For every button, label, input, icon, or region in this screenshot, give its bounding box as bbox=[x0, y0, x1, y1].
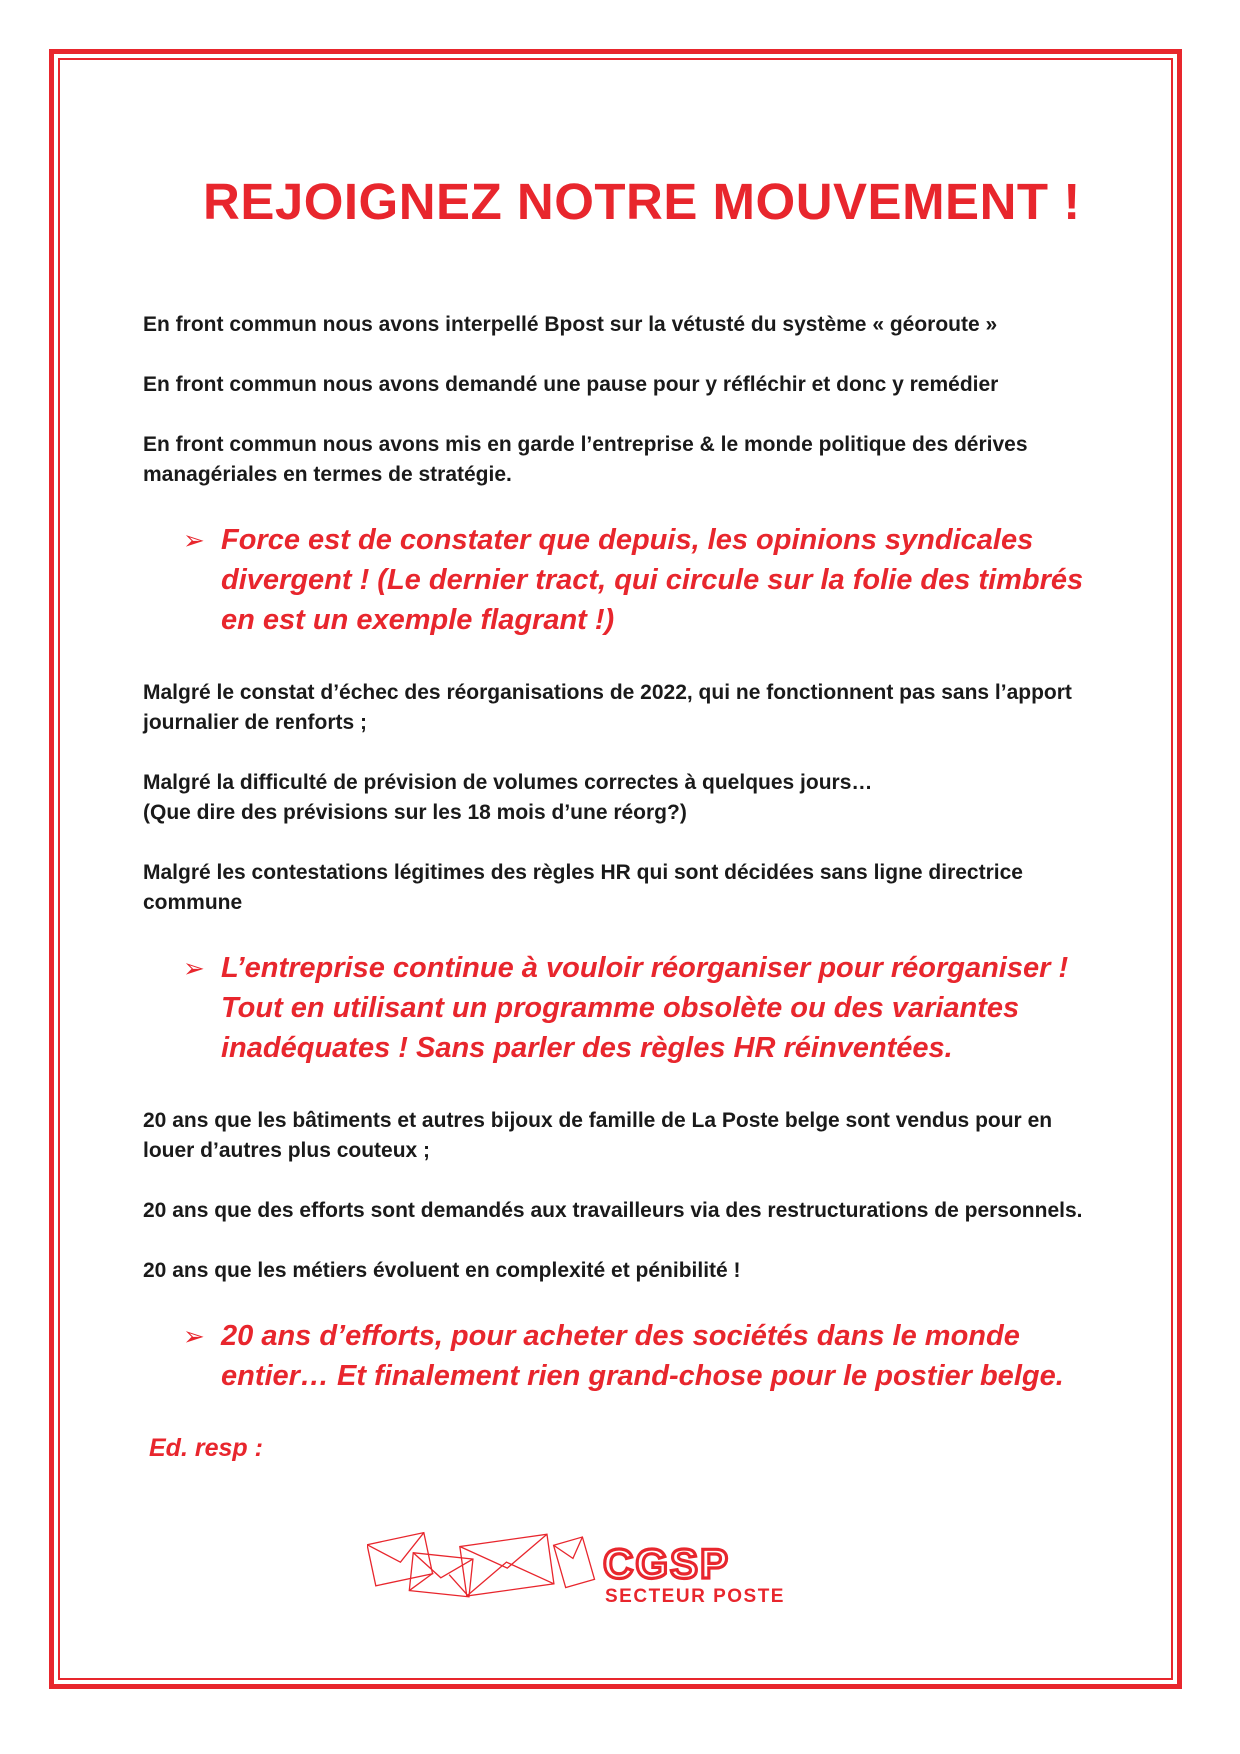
highlight-text: 20 ans d’efforts, pour acheter des sociétés dans le monde entier… Et finalement rien grand-chose pour le postier belge. bbox=[221, 1320, 1064, 1392]
paragraph-front-commun-1: En front commun nous avons interpellé Bpost sur la vétusté du système « géoroute » bbox=[143, 313, 998, 336]
arrow-bullet-icon: ➢ bbox=[183, 953, 205, 983]
logo-subtitle-text: SECTEUR POSTE bbox=[605, 1586, 785, 1607]
logo-brand-text: CGSP bbox=[603, 1540, 731, 1587]
paragraph-malgre-1: Malgré le constat d’échec des réorganisations de 2022, qui ne fonctionnent pas sans l’apport journalier de renforts ; bbox=[143, 681, 1072, 734]
flyer-content bbox=[143, 172, 1103, 1463]
editeur-responsable-label: Ed. resp : bbox=[149, 1434, 263, 1462]
highlight-opinions-syndicales bbox=[183, 520, 1103, 640]
paragraph-front-commun-2: En front commun nous avons demandé une pause pour y réfléchir et donc y remédier bbox=[143, 373, 999, 396]
arrow-bullet-icon: ➢ bbox=[183, 525, 205, 555]
highlight-reorganiser bbox=[183, 948, 1103, 1068]
highlight-text: L’entreprise continue à vouloir réorganiser pour réorganiser ! Tout en utilisant un programme obsolète ou des variantes inadéquates ! Sans parler des règles HR réinventées. bbox=[221, 952, 1069, 1064]
paragraph-malgre-2b: (Que dire des prévisions sur les 18 mois d’une réorg?) bbox=[143, 801, 687, 824]
arrow-bullet-icon: ➢ bbox=[183, 1321, 205, 1351]
paragraph-20-ans-2: 20 ans que des efforts sont demandés aux travailleurs via des restructurations de personnels. bbox=[143, 1199, 1083, 1222]
highlight-20-ans-efforts bbox=[183, 1316, 1103, 1396]
paragraph-20-ans-3: 20 ans que les métiers évoluent en complexité et pénibilité ! bbox=[143, 1259, 741, 1282]
paragraph-20-ans-1: 20 ans que les bâtiments et autres bijoux de famille de La Poste belge sont vendus pour en louer d’autres plus couteux ; bbox=[143, 1109, 1053, 1162]
envelopes-icon bbox=[367, 1533, 594, 1597]
highlight-text: Force est de constater que depuis, les opinions syndicales divergent ! (Le dernier tract, qui circule sur la folie des timbrés en est un exemple flagrant !) bbox=[221, 524, 1084, 636]
page-title: REJOIGNEZ NOTRE MOUVEMENT ! bbox=[203, 173, 1081, 230]
paragraph-front-commun-3: En front commun nous avons mis en garde l’entreprise & le monde politique des dérives managériales en termes de stratégie. bbox=[143, 433, 1028, 486]
paragraph-malgre-3: Malgré les contestations légitimes des règles HR qui sont décidées sans ligne directrice commune bbox=[143, 861, 1023, 914]
paragraph-malgre-2: Malgré la difficulté de prévision de volumes correctes à quelques jours… bbox=[143, 771, 873, 794]
cgsp-logo bbox=[367, 1530, 857, 1610]
